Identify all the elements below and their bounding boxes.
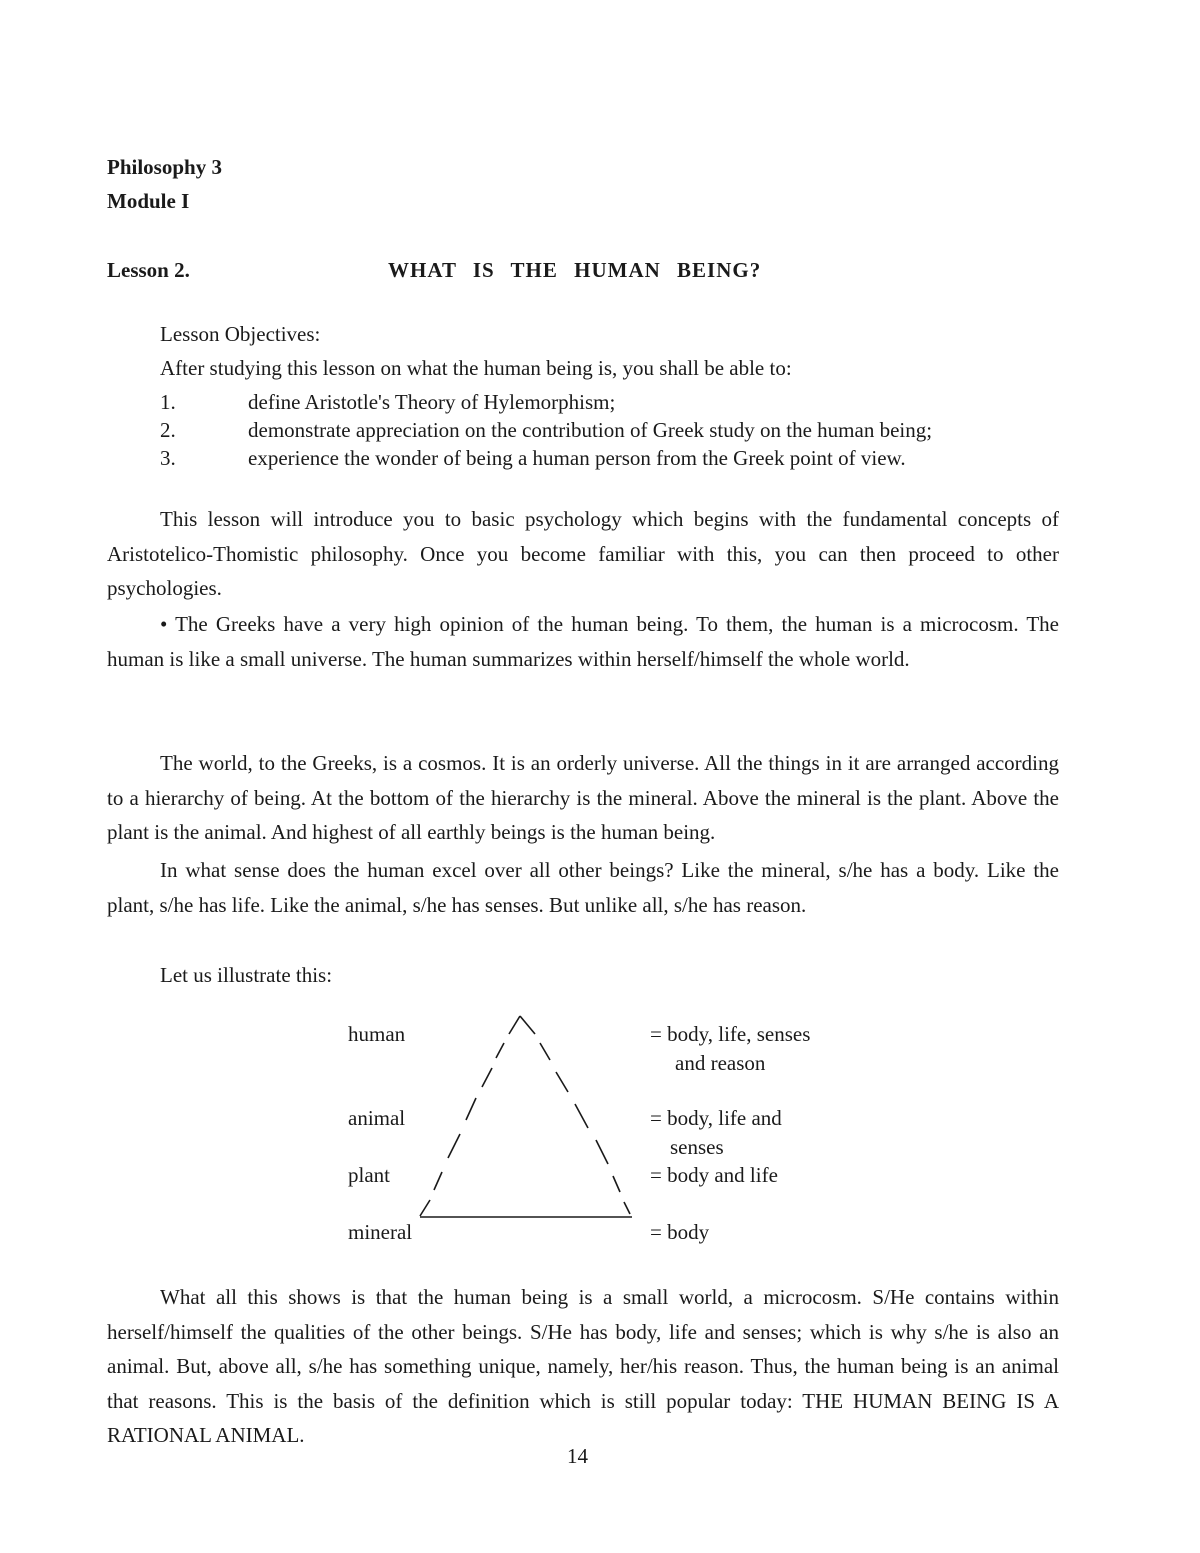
lesson-number: Lesson 2.	[107, 258, 190, 282]
objective-number: 1.	[160, 390, 176, 414]
diagram-desc-line: and reason	[675, 1051, 766, 1075]
course-title: Philosophy 3	[107, 155, 222, 179]
diagram-desc-line: = body, life, senses	[650, 1022, 811, 1046]
objective-number: 3.	[160, 446, 176, 470]
objectives-heading: Lesson Objectives:	[160, 322, 321, 346]
diagram-desc-plant: = body and life	[650, 1163, 778, 1187]
body-paragraph: The world, to the Greeks, is a cosmos. It is an orderly universe. All the things in it are arranged according to a hierarchy of being. At the bottom of the hierarchy is the mineral. Above the mineral is the plant. Above the plant is the animal. And highest of all earthly beings is the human being.	[107, 751, 1059, 844]
diagram-label-mineral: mineral	[348, 1220, 413, 1244]
objective-item	[160, 390, 1060, 415]
diagram-desc-line: senses	[670, 1135, 724, 1159]
diagram-desc-line: = body, life and	[650, 1106, 782, 1130]
diagram-desc-human	[650, 1022, 810, 1076]
objective-text: demonstrate appreciation on the contribution of Greek study on the human being;	[248, 418, 933, 442]
objectives-intro: After studying this lesson on what the human being is, you shall be able to:	[160, 356, 792, 380]
body-paragraph: This lesson will introduce you to basic psychology which begins with the fundamental concepts of Aristotelico-Thomistic philosophy. Once you become familiar with this, you can then proceed to other psychologies.	[107, 507, 1059, 600]
page-number: 14	[567, 1444, 588, 1468]
diagram-desc-mineral: = body	[650, 1220, 710, 1244]
diagram-label-animal: animal	[348, 1106, 406, 1130]
objective-item	[160, 446, 1060, 471]
diagram-label-plant: plant	[348, 1163, 390, 1187]
diagram-desc-animal	[650, 1106, 782, 1160]
body-paragraph: Let us illustrate this:	[160, 963, 333, 987]
objective-text: experience the wonder of being a human person from the Greek point of view.	[248, 446, 906, 470]
body-paragraph: In what sense does the human excel over all other beings? Like the mineral, s/he has a body. Like the plant, s/he has life. Like the animal, s/he has senses. But unlike all, s/he has reason.	[107, 858, 1059, 917]
diagram-label-human: human	[348, 1022, 406, 1046]
lesson-title: WHAT IS THE HUMAN BEING?	[388, 258, 762, 282]
module-title: Module I	[107, 189, 190, 213]
hierarchy-triangle	[400, 1010, 650, 1225]
objective-item	[160, 418, 1060, 443]
body-paragraph: • The Greeks have a very high opinion of the human being. To them, the human is a microcosm. The human is like a small universe. The human summarizes within herself/himself the whole world.	[107, 612, 1059, 671]
objective-number: 2.	[160, 418, 176, 442]
course-header	[107, 150, 222, 218]
conclusion-paragraph: What all this shows is that the human being is a small world, a microcosm. S/He contains within herself/himself the qualities of the other beings. S/He has body, life and senses; which is why s/he is also an animal. But, above all, s/he has something unique, namely, her/his reason. Thus, the human being is an animal that reasons. This is the basis of the definition which is still popular today: THE HUMAN BEING IS A RATIONAL ANIMAL.	[107, 1285, 1059, 1447]
objective-text: define Aristotle's Theory of Hylemorphism;	[248, 390, 616, 414]
